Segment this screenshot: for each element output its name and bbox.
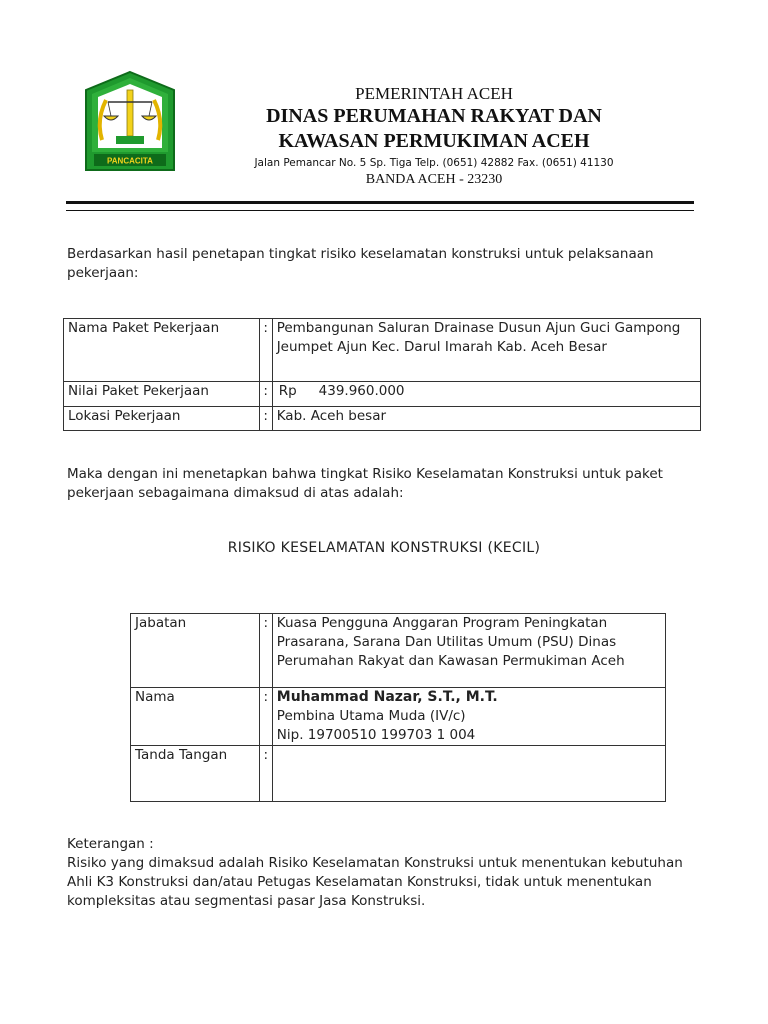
table-row [64, 407, 701, 431]
table-row [64, 319, 701, 382]
official-table [130, 613, 666, 802]
intro-paragraph: Berdasarkan hasil penetapan tingkat risiko keselamatan konstruksi untuk pelaksanaan pekerjaan: [67, 246, 654, 281]
project-value-label: Nilai Paket Pekerjaan [64, 382, 260, 407]
official-rank: Pembina Utama Muda (IV/c) [276, 708, 466, 724]
jabatan-label: Jabatan [131, 614, 260, 688]
project-location-value: Kab. Aceh besar [272, 407, 700, 431]
signature-label: Tanda Tangan [131, 746, 260, 802]
notes-block [67, 835, 707, 911]
kop-government: PEMERINTAH ACEH [355, 84, 513, 103]
jabatan-value: Kuasa Pengguna Anggaran Program Peningkatan Prasarana, Sarana Dan Utilitas Umum (PSU) Dinas Perumahan Rakyat dan Kawasan Permukiman Aceh [272, 614, 665, 688]
notes-body: Risiko yang dimaksud adalah Risiko Keselamatan Konstruksi untuk menentukan kebutuhan Ahli K3 Konstruksi dan/atau Petugas Keselamatan Konstruksi, tidak untuk menentukan kompleksitas atau segmentasi pasar Jasa Konstruksi. [67, 855, 683, 909]
project-table [63, 318, 701, 431]
pancacita-logo [82, 70, 178, 180]
separator: : [259, 319, 272, 382]
header-rule-thin [66, 210, 694, 211]
separator: : [259, 688, 272, 746]
table-row [131, 688, 666, 746]
kop-city: BANDA ACEH - 23230 [365, 172, 503, 187]
currency-symbol: Rp [278, 383, 297, 399]
project-amount: 439.960.000 [318, 383, 405, 399]
header-rule-thick [66, 201, 694, 204]
kop-address: Jalan Pemancar No. 5 Sp. Tiga Telp. (0651) 42882 Fax. (0651) 41130 [254, 157, 614, 169]
notes-title: Keterangan : [67, 836, 154, 852]
project-name-label: Nama Paket Pekerjaan [64, 319, 260, 382]
kop-agency-line1: DINAS PERUMAHAN RAKYAT DAN [266, 105, 602, 127]
separator: : [259, 407, 272, 431]
separator: : [259, 382, 272, 407]
table-row [131, 746, 666, 802]
risk-level-heading: RISIKO KESELAMATAN KONSTRUKSI (KECIL) [227, 540, 541, 556]
separator: : [259, 614, 272, 688]
project-name-value: Pembangunan Saluran Drainase Dusun Ajun Guci Gampong Jeumpet Ajun Kec. Darul Imarah Kab. Aceh Besar [272, 319, 700, 382]
project-value-cell [272, 382, 700, 407]
nama-label: Nama [131, 688, 260, 746]
signature-field [272, 746, 665, 802]
nama-cell [272, 688, 665, 746]
table-row [131, 614, 666, 688]
kop-agency-line2: KAWASAN PERMUKIMAN ACEH [278, 130, 590, 152]
separator: : [259, 746, 272, 802]
statement-paragraph: Maka dengan ini menetapkan bahwa tingkat Risiko Keselamatan Konstruksi untuk paket pekerjaan sebagaimana dimaksud di atas adalah: [67, 466, 663, 501]
project-location-label: Lokasi Pekerjaan [64, 407, 260, 431]
svg-text:PANCACITA: PANCACITA [107, 156, 153, 166]
official-nip: Nip. 19700510 199703 1 004 [276, 727, 476, 743]
official-name: Muhammad Nazar, S.T., M.T. [276, 689, 498, 705]
table-row [64, 382, 701, 407]
